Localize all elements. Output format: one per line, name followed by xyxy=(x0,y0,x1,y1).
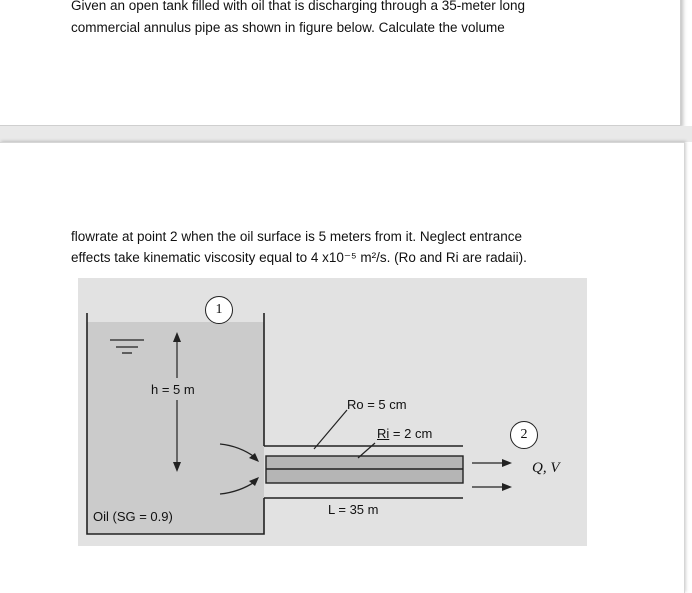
problem-text-line-4: effects take kinematic viscosity equal to 4 x10⁻⁵ m²/s. (Ro and Ri are radaii). xyxy=(71,250,527,265)
tank-pipe-figure xyxy=(78,278,587,546)
oil-label: Oil (SG = 0.9) xyxy=(93,509,173,524)
inner-radius-symbol: Ri xyxy=(377,426,390,441)
page-gap xyxy=(0,126,692,142)
problem-text-line-2: commercial annulus pipe as shown in figure below. Calculate the volume xyxy=(71,20,505,35)
flow-label: Q, V xyxy=(532,460,560,476)
problem-text-line-1: Given an open tank filled with oil that is discharging through a 35-meter long xyxy=(71,0,526,13)
outer-radius-label: Ro = 5 cm xyxy=(347,397,407,412)
length-label: L = 35 m xyxy=(328,502,379,517)
inner-radius-value: = 2 cm xyxy=(389,426,433,441)
point-2-marker: 2 xyxy=(510,421,538,449)
point-1-marker: 1 xyxy=(205,296,233,324)
height-label: h = 5 m xyxy=(151,382,195,397)
problem-text-line-3: flowrate at point 2 when the oil surface is 5 meters from it. Neglect entrance xyxy=(71,229,522,244)
inner-radius-label xyxy=(377,426,432,441)
oil-region xyxy=(87,322,264,534)
